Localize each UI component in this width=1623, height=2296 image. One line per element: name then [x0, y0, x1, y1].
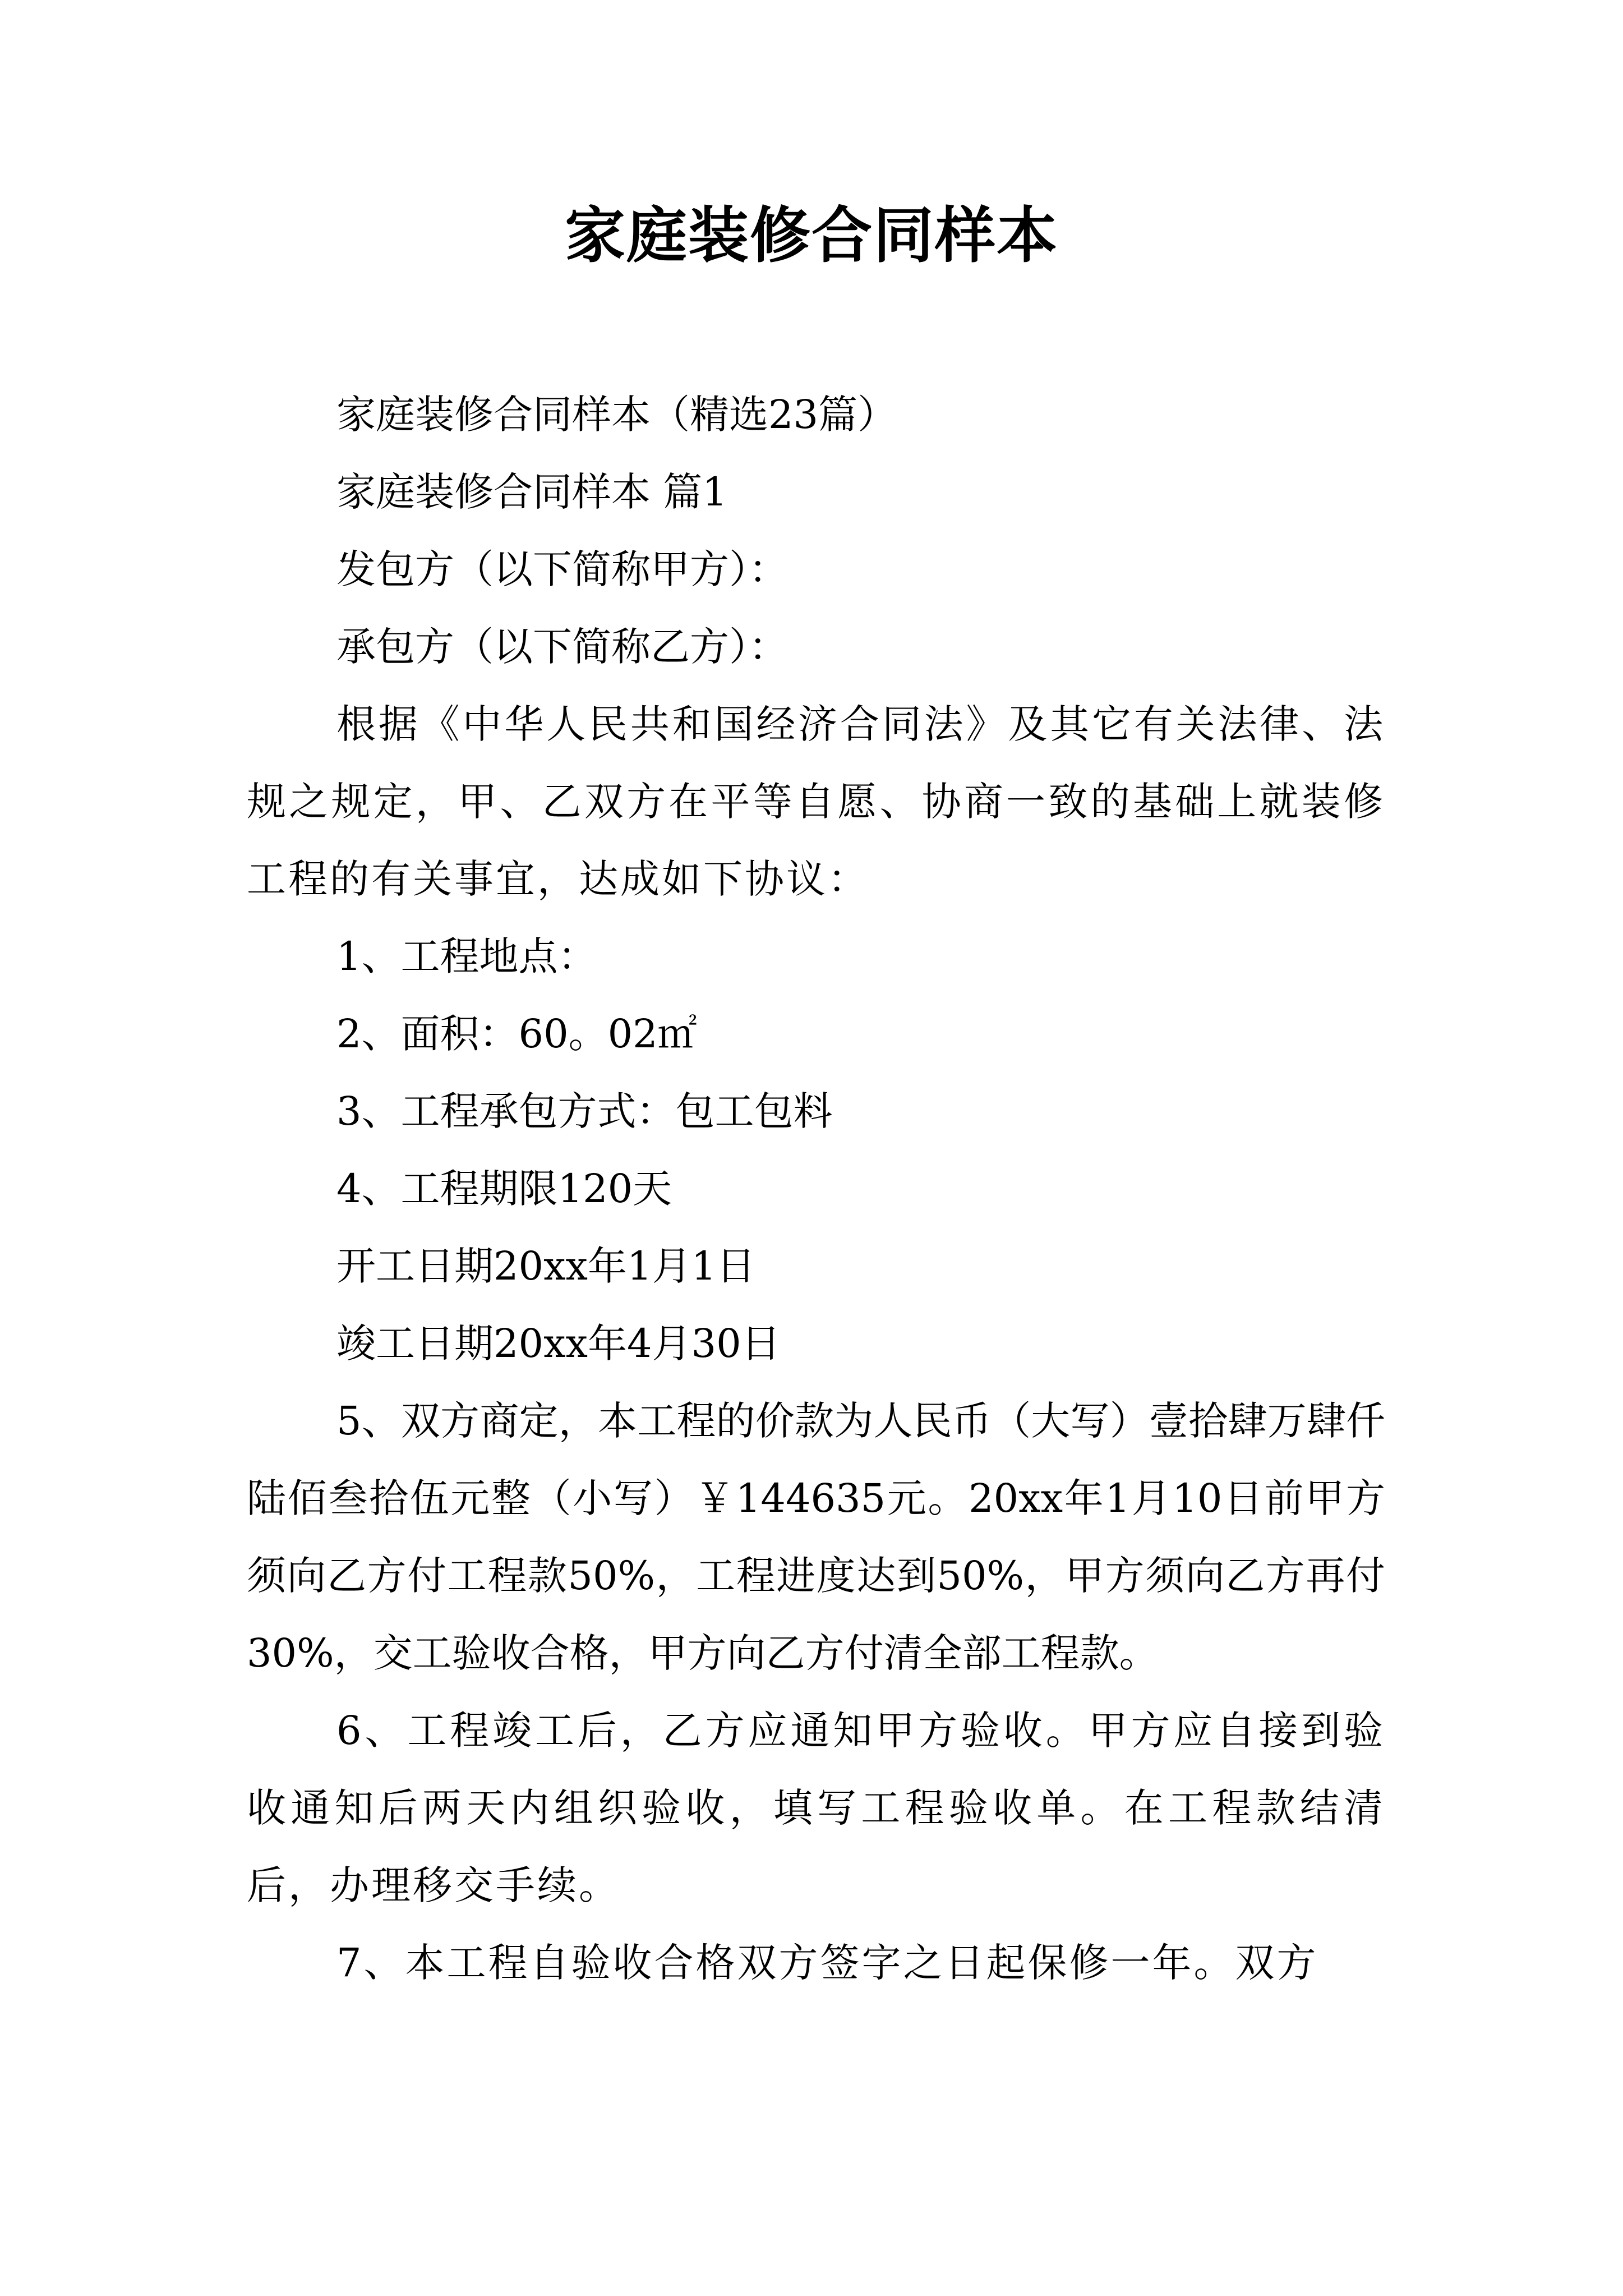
paragraph-subtitle: 家庭装修合同样本（精选23篇） — [336, 392, 897, 438]
document-body — [247, 376, 1385, 2001]
paragraph-party-a: 发包方（以下简称甲方）： — [336, 546, 788, 592]
paragraph-start-date: 开工日期20xx年1月1日 — [336, 1243, 756, 1289]
paragraph-clause-4: 4、工程期限120天 — [336, 1166, 672, 1212]
paragraph-clause-5: 5、双方商定，本工程的价款为人民币（大写）壹拾肆万肆仟陆佰叁拾伍元整（小写）￥144635元。20xx年1月10日前甲方须向乙方付工程款50%，工程进度达到50%，甲方须向乙方再付30%，交工验收合格，甲方向乙方付清全部工程款。 — [247, 1398, 1385, 1676]
paragraph-clause-2: 2、面积：60。02㎡ — [336, 1011, 697, 1057]
paragraph-clause-7: 7、本工程自验收合格双方签字之日起保修一年。双方 — [336, 1940, 1318, 1986]
paragraph-clause-6: 6、工程竣工后，乙方应通知甲方验收。甲方应自接到验收通知后两天内组织验收，填写工程验收单。在工程款结清后，办理移交手续。 — [247, 1708, 1385, 1908]
paragraph-end-date: 竣工日期20xx年4月30日 — [336, 1320, 781, 1366]
paragraph-section-heading: 家庭装修合同样本 篇1 — [336, 469, 727, 515]
paragraph-party-b: 承包方（以下简称乙方）： — [336, 624, 788, 670]
paragraph-clause-1: 1、工程地点： — [336, 933, 597, 979]
paragraph-preamble: 根据《中华人民共和国经济合同法》及其它有关法律、法规之规定，甲、乙双方在平等自愿、协商一致的基础上就装修工程的有关事宜，达成如下协议： — [247, 701, 1385, 902]
paragraph-clause-3: 3、工程承包方式：包工包料 — [336, 1088, 833, 1134]
document-title: 家庭装修合同样本 — [564, 200, 1058, 271]
